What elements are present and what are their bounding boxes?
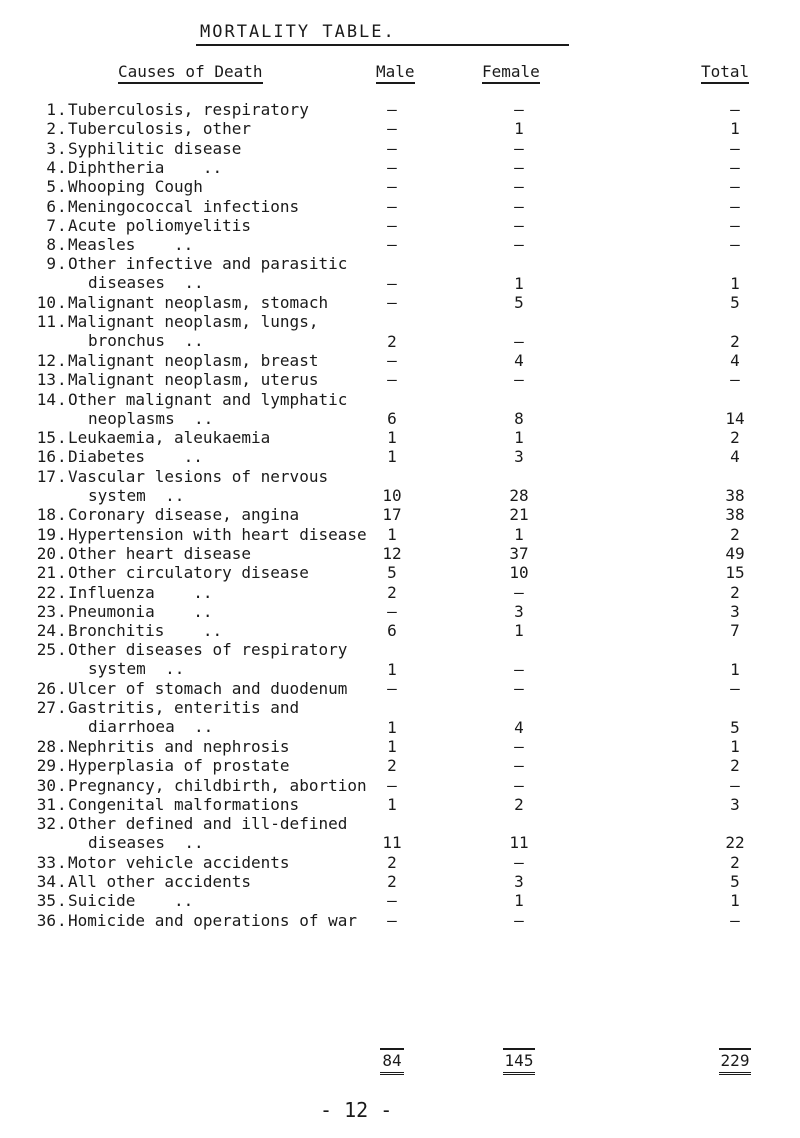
male-count: –	[387, 119, 397, 139]
row-number: 2	[46, 119, 56, 139]
cause-line: Diphtheria ..	[68, 157, 223, 177]
cause-of-death	[68, 543, 252, 563]
row-number-dot: .	[57, 736, 67, 756]
female-count: 5	[514, 293, 524, 312]
cause-line: Congenital malformations	[68, 794, 300, 814]
cause-line: Other defined and ill-defined	[68, 814, 348, 834]
cause-line-continuation: neoplasms ..	[88, 408, 214, 428]
total-female: 145	[501, 1048, 537, 1075]
row-number: 12	[36, 350, 56, 370]
cause-line: Diabetes ..	[68, 447, 203, 467]
male-count: 2	[387, 582, 397, 602]
row-number: 35	[36, 891, 56, 911]
cause-of-death	[68, 196, 300, 216]
row-number-dot: .	[57, 775, 67, 795]
row-number-dot: .	[57, 852, 67, 872]
cause-line: Gastritis, enteritis and	[68, 698, 300, 718]
male-count: 2	[387, 872, 397, 891]
female-count: –	[514, 100, 524, 119]
cause-of-death	[68, 237, 193, 253]
male-count: –	[387, 679, 397, 698]
row-number-dot: .	[57, 698, 67, 718]
male-count: 6	[387, 408, 397, 428]
cause-of-death	[68, 295, 328, 311]
male-count: 1	[387, 428, 397, 448]
row-number-dot: .	[57, 177, 67, 197]
cause-of-death	[68, 565, 309, 581]
cause-line-continuation: system ..	[88, 485, 185, 505]
cause-of-death	[68, 466, 329, 505]
row-number-dot: .	[57, 814, 67, 834]
female-count: –	[514, 138, 524, 158]
male-count: –	[387, 891, 397, 911]
total-count: –	[730, 196, 740, 216]
cause-line: Malignant neoplasm, uterus	[68, 370, 319, 390]
female-count: –	[514, 215, 524, 235]
male-count: 1	[387, 524, 397, 544]
cause-of-death	[68, 601, 213, 621]
cause-line: Motor vehicle accidents	[68, 852, 290, 872]
female-count: 8	[514, 408, 524, 428]
cause-line-continuation: diarrhoea ..	[88, 717, 214, 737]
cause-of-death	[68, 910, 357, 930]
male-count: –	[387, 601, 397, 621]
cause-of-death	[68, 893, 193, 909]
total-count: 38	[725, 485, 745, 505]
row-number-dot: .	[57, 601, 67, 621]
male-count: 12	[382, 543, 402, 563]
cause-line: Other circulatory disease	[68, 563, 309, 583]
cause-line: Tuberculosis, other	[68, 119, 252, 139]
cause-line: Measles ..	[68, 235, 194, 255]
row-number-dot: .	[57, 679, 67, 698]
row-number-dot: .	[57, 543, 67, 563]
male-count: 6	[387, 621, 397, 641]
female-count: 3	[514, 447, 524, 467]
row-number-dot: .	[57, 389, 67, 409]
male-count: 1	[387, 736, 397, 756]
total-count: 2	[730, 852, 740, 872]
row-number: 16	[36, 447, 56, 467]
female-count: –	[514, 852, 524, 872]
row-number: 25	[36, 640, 56, 660]
cause-of-death	[68, 102, 309, 118]
row-number-dot: .	[57, 157, 67, 177]
row-number-dot: .	[57, 505, 67, 525]
male-count: –	[387, 350, 397, 370]
row-number: 8	[46, 235, 56, 255]
row-number-dot: .	[57, 100, 67, 119]
row-number: 6	[46, 196, 56, 216]
female-count: –	[514, 196, 524, 216]
female-count: 37	[509, 543, 529, 563]
row-number-dot: .	[57, 891, 67, 911]
female-count: –	[514, 177, 524, 197]
cause-line: Coronary disease, angina	[68, 505, 300, 525]
total-count: 5	[730, 717, 740, 737]
cause-of-death	[68, 507, 299, 523]
cause-of-death	[68, 430, 270, 446]
row-number: 4	[46, 157, 56, 177]
male-count: 5	[387, 563, 397, 583]
title-underline	[196, 44, 569, 46]
male-count: –	[387, 910, 397, 930]
female-count: –	[514, 157, 524, 177]
cause-of-death	[68, 350, 319, 370]
row-number-dot: .	[57, 428, 67, 448]
total-count: –	[730, 775, 740, 795]
row-number-dot: .	[57, 621, 67, 641]
female-count: 1	[514, 119, 524, 139]
cause-line: Suicide ..	[68, 891, 194, 911]
cause-of-death	[68, 215, 252, 235]
cause-of-death	[68, 582, 213, 602]
cause-line: Acute poliomyelitis	[68, 215, 252, 235]
cause-of-death	[68, 372, 318, 388]
row-number: 17	[36, 466, 56, 486]
total-count: 5	[730, 293, 740, 312]
male-count: –	[387, 138, 397, 158]
cause-of-death	[68, 157, 223, 177]
row-number-dot: .	[57, 910, 67, 930]
cause-of-death	[68, 775, 367, 795]
total-count: 2	[730, 428, 740, 448]
female-count: 10	[509, 563, 529, 583]
total-count: 4	[730, 447, 740, 467]
male-count: –	[387, 775, 397, 795]
cause-of-death	[68, 816, 347, 851]
female-count: 1	[514, 273, 524, 293]
row-number: 26	[36, 679, 56, 698]
cause-of-death	[68, 874, 251, 890]
total-count: 2	[730, 331, 740, 351]
row-number: 33	[36, 852, 56, 872]
male-count: –	[387, 100, 397, 119]
cause-of-death	[68, 121, 251, 137]
cause-line: Malignant neoplasm, lungs,	[68, 312, 319, 332]
cause-of-death	[68, 681, 347, 697]
row-number: 5	[46, 177, 56, 197]
cause-line: Tuberculosis, respiratory	[68, 100, 309, 119]
cause-of-death	[68, 449, 203, 465]
total-count: 3	[730, 794, 740, 814]
cause-line: Syphilitic disease	[68, 138, 242, 158]
cause-line: Vascular lesions of nervous	[68, 466, 329, 486]
total-count: 22	[725, 833, 745, 853]
cause-line: Homicide and operations of war	[68, 910, 357, 930]
total-count: –	[730, 157, 740, 177]
cause-line: Nephritis and nephrosis	[68, 736, 290, 756]
female-count: 4	[514, 717, 524, 737]
row-number: 21	[36, 563, 56, 583]
row-number: 36	[36, 910, 56, 930]
row-number: 1	[46, 100, 56, 119]
row-number-dot: .	[57, 756, 67, 776]
cause-line-continuation: system ..	[88, 659, 185, 679]
row-number: 34	[36, 872, 56, 891]
row-number: 3	[46, 138, 56, 158]
female-count: –	[514, 582, 524, 602]
cause-of-death	[68, 623, 222, 639]
cause-of-death	[68, 642, 347, 677]
row-number-dot: .	[57, 370, 67, 390]
row-number-dot: .	[57, 254, 67, 274]
female-count: –	[514, 235, 524, 255]
row-number: 22	[36, 582, 56, 602]
male-count: 10	[382, 485, 402, 505]
row-number: 15	[36, 428, 56, 448]
total-count: –	[730, 138, 740, 158]
cause-line: Other malignant and lymphatic	[68, 389, 348, 409]
total-count: –	[730, 235, 740, 255]
cause-line: Other infective and parasitic	[68, 254, 348, 274]
female-count: 3	[514, 601, 524, 621]
row-number: 24	[36, 621, 56, 641]
cause-line-continuation: diseases ..	[88, 273, 204, 293]
female-count: 1	[514, 524, 524, 544]
cause-line: Other heart disease	[68, 543, 252, 563]
female-count: –	[514, 736, 524, 756]
row-number-dot: .	[57, 563, 67, 583]
male-count: –	[387, 293, 397, 312]
female-count: 3	[514, 872, 524, 891]
female-count: 11	[509, 833, 529, 853]
row-number: 32	[36, 814, 56, 834]
row-number-dot: .	[57, 466, 67, 486]
cause-line: All other accidents	[68, 872, 252, 891]
male-count: 2	[387, 331, 397, 351]
total-count: –	[730, 177, 740, 197]
cause-of-death	[68, 179, 203, 195]
row-number-dot: .	[57, 447, 67, 467]
female-count: 4	[514, 350, 524, 370]
row-number: 28	[36, 736, 56, 756]
row-number: 23	[36, 601, 56, 621]
row-number-dot: .	[57, 640, 67, 660]
total-count: 1	[730, 119, 740, 139]
total-count: 2	[730, 582, 740, 602]
total-count: 2	[730, 756, 740, 776]
cause-of-death	[68, 314, 318, 349]
cause-line: Hypertension with heart disease	[68, 524, 367, 544]
row-number: 10	[36, 293, 56, 312]
total-count: 1	[730, 736, 740, 756]
row-number-dot: .	[57, 350, 67, 370]
cause-line: Bronchitis ..	[68, 621, 223, 641]
cause-line: Whooping Cough	[68, 177, 203, 197]
male-count: 2	[387, 756, 397, 776]
male-count: –	[387, 157, 397, 177]
total-count: –	[730, 215, 740, 235]
total-count: 4	[730, 350, 740, 370]
cause-line: Hyperplasia of prostate	[68, 756, 290, 776]
total-count: –	[730, 679, 740, 698]
female-count: 21	[509, 505, 529, 525]
row-number: 29	[36, 756, 56, 776]
cause-of-death	[68, 852, 290, 872]
total-count: 38	[725, 505, 745, 525]
male-count: –	[387, 235, 397, 255]
female-count: –	[514, 910, 524, 930]
total-count: 1	[730, 891, 740, 911]
total-count: 49	[725, 543, 745, 563]
row-number: 13	[36, 370, 56, 390]
row-number-dot: .	[57, 293, 67, 312]
total-male: 84	[374, 1048, 410, 1075]
row-number-dot: .	[57, 312, 67, 332]
female-count: 28	[509, 485, 529, 505]
female-count: 1	[514, 428, 524, 448]
row-number: 30	[36, 775, 56, 795]
row-number: 18	[36, 505, 56, 525]
female-count: –	[514, 679, 524, 698]
row-number: 27	[36, 698, 56, 718]
header-total: Total	[701, 62, 749, 84]
male-count: 1	[387, 794, 397, 814]
female-count: 1	[514, 621, 524, 641]
female-count: –	[514, 756, 524, 776]
total-total: 229	[717, 1048, 753, 1075]
row-number: 11	[36, 312, 56, 332]
female-count: 2	[514, 794, 524, 814]
total-count: 7	[730, 621, 740, 641]
male-count: 11	[382, 833, 402, 853]
total-count: 5	[730, 872, 740, 891]
page-number: - 12 -	[320, 1098, 393, 1122]
cause-of-death	[68, 256, 347, 291]
row-number: 7	[46, 215, 56, 235]
female-count: –	[514, 659, 524, 679]
row-number: 31	[36, 794, 56, 814]
cause-line: Ulcer of stomach and duodenum	[68, 679, 348, 698]
male-count: –	[387, 370, 397, 390]
cause-of-death	[68, 736, 290, 756]
header-female: Female	[482, 62, 540, 84]
cause-line-continuation: bronchus ..	[88, 331, 204, 351]
male-count: –	[387, 196, 397, 216]
male-count: 1	[387, 447, 397, 467]
cause-of-death	[68, 524, 367, 544]
cause-of-death	[68, 138, 242, 158]
row-number: 19	[36, 524, 56, 544]
male-count: 17	[382, 505, 402, 525]
cause-line: Pregnancy, childbirth, abortion	[68, 775, 367, 795]
total-count: 1	[730, 659, 740, 679]
header-causes: Causes of Death	[118, 62, 263, 84]
row-number: 14	[36, 389, 56, 409]
total-count: 15	[725, 563, 745, 583]
female-count: –	[514, 775, 524, 795]
cause-line: Other diseases of respiratory	[68, 640, 348, 660]
cause-line: Leukaemia, aleukaemia	[68, 428, 271, 448]
total-count: 1	[730, 273, 740, 293]
row-number-dot: .	[57, 794, 67, 814]
male-count: –	[387, 177, 397, 197]
cause-line: Malignant neoplasm, breast	[68, 350, 319, 370]
cause-line: Meningococcal infections	[68, 196, 300, 216]
total-count: –	[730, 370, 740, 390]
row-number: 9	[46, 254, 56, 274]
female-count: –	[514, 331, 524, 351]
cause-line: Influenza ..	[68, 582, 213, 602]
row-number-dot: .	[57, 119, 67, 139]
row-number-dot: .	[57, 582, 67, 602]
row-number-dot: .	[57, 235, 67, 255]
header-male: Male	[376, 62, 415, 84]
row-number-dot: .	[57, 524, 67, 544]
cause-of-death	[68, 794, 300, 814]
male-count: 1	[387, 659, 397, 679]
row-number-dot: .	[57, 872, 67, 891]
total-count: 3	[730, 601, 740, 621]
total-count: –	[730, 100, 740, 119]
total-count: 2	[730, 524, 740, 544]
row-number-dot: .	[57, 138, 67, 158]
female-count: –	[514, 370, 524, 390]
total-count: 14	[725, 408, 745, 428]
cause-line-continuation: diseases ..	[88, 833, 204, 853]
male-count: 2	[387, 852, 397, 872]
cause-line: Pneumonia ..	[68, 601, 213, 621]
female-count: 1	[514, 891, 524, 911]
cause-of-death	[68, 700, 299, 735]
page-title: MORTALITY TABLE.	[200, 22, 396, 42]
male-count: –	[387, 215, 397, 235]
male-count: 1	[387, 717, 397, 737]
row-number-dot: .	[57, 215, 67, 235]
row-number: 20	[36, 543, 56, 563]
cause-line: Malignant neoplasm, stomach	[68, 293, 329, 312]
male-count: –	[387, 273, 397, 293]
row-number-dot: .	[57, 196, 67, 216]
cause-of-death	[68, 758, 290, 774]
total-count: –	[730, 910, 740, 930]
cause-of-death	[68, 389, 348, 428]
